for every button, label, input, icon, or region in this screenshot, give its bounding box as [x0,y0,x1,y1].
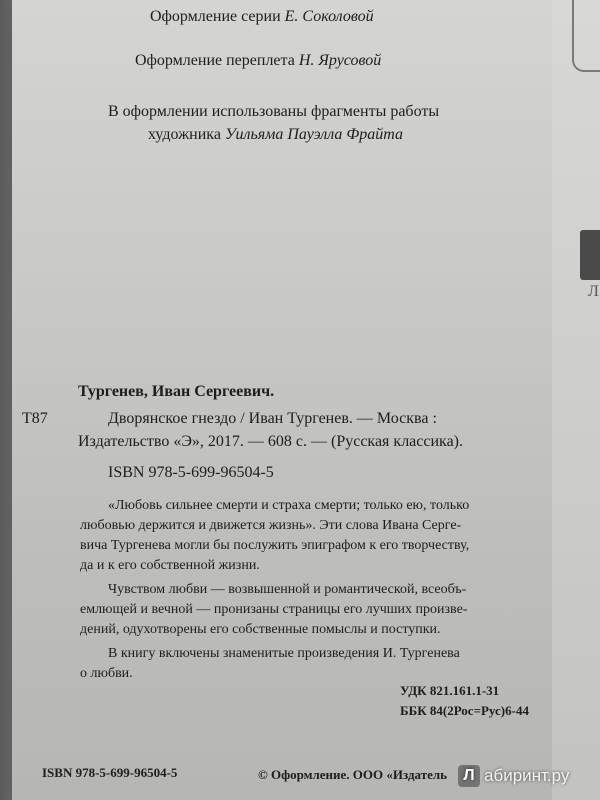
adjacent-page [552,0,600,800]
labirint-logo-icon: Л [458,765,480,787]
annotation-line: «Любовь сильнее смерти и страха смерти; только ею, только [108,498,470,513]
annotation-line: В книгу включены знаменитые произведения И. Тургенева [108,646,460,661]
labirint-watermark [458,763,598,789]
annotation-line: дений, одухотворены его собственные помыслы и поступки. [80,622,441,637]
annotation-line: емлющей и вечной — пронизаны страницы его лучших произве- [80,602,468,617]
annotation-line: любовью держится и движется жизнь». Эти слова Ивана Серге- [80,518,462,533]
annotation-line: да и к его собственной жизни. [80,558,260,573]
ornament-frame [572,0,600,72]
adjacent-page-fragment: Л [588,283,599,300]
binding-design-credit [135,52,381,70]
adjacent-page-initial [580,230,600,280]
annotation-line: вича Тургенева могли бы послужить эпиграфом к его творчеству, [80,538,470,553]
author-sign-code: Т87 [22,410,48,427]
catalog-isbn: ISBN 978-5-699-96504-5 [108,464,274,481]
series-design-label: Оформление серии [150,8,281,25]
series-designer-name: Е. Соколовой [284,8,374,25]
bbk-code: ББК 84(2Рос=Рус)6-44 [400,703,529,718]
artist-name: Уильяма Пауэлла Фрайта [224,126,404,143]
annotation-line: Чувством любви — возвышенной и романтической, всеобъ- [108,582,467,597]
catalog-title-line2: Издательство «Э», 2017. — 608 с. — (Русская классика). [78,433,463,450]
binding-design-label: Оформление переплета [135,52,295,69]
catalog-author: Тургенев, Иван Сергеевич. [78,383,275,400]
watermark-text: абиринт.ру [484,766,570,785]
annotation-line: о любви. [80,666,133,681]
copyright-notice: © Оформление. ООО «Издатель [258,767,448,782]
artist-label: художника [148,126,221,143]
footer-isbn: ISBN 978-5-699-96504-5 [42,765,178,780]
series-design-credit [150,8,374,26]
udk-code: УДК 821.161.1-31 [400,683,500,698]
fragments-credit-line2 [148,126,403,144]
catalog-title-line1: Дворянское гнездо / Иван Тургенев. — Москва : [108,410,437,427]
binding-designer-name: Н. Ярусовой [298,52,382,69]
fragments-credit-line1: В оформлении использованы фрагменты работы [108,103,440,120]
